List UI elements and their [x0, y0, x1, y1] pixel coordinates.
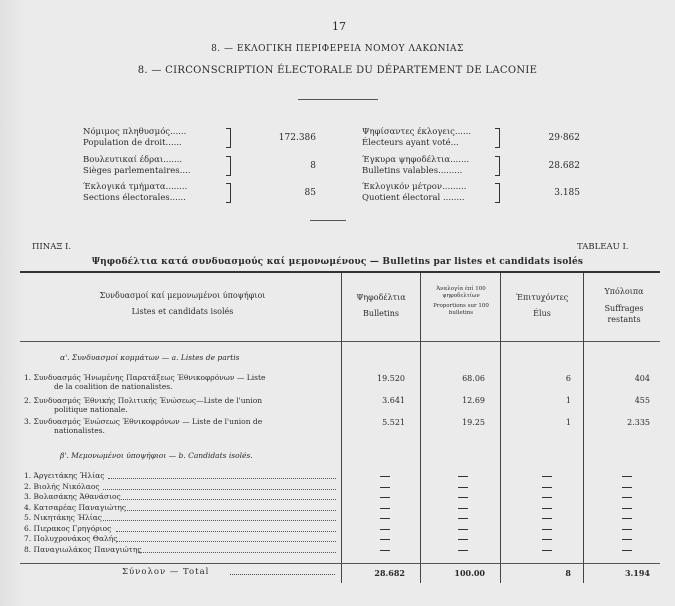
candidate-name: 4. Κατσαρέας Παναγιώτης — [24, 502, 127, 512]
cell-elus: 1 — [565, 396, 571, 405]
stat-value: 172.386 — [278, 133, 316, 143]
cell-pct: 19.25 — [462, 418, 485, 427]
candidate-row — [24, 545, 142, 554]
empty-cell-dash — [622, 497, 632, 498]
stat-label-french: Bulletins valables......... — [362, 166, 463, 176]
empty-cell-dash — [380, 476, 390, 477]
stat-sections — [83, 182, 187, 204]
column-divider — [420, 273, 421, 583]
candidate-name: 3. Βολασάκης Άθανάσιος — [24, 492, 121, 501]
column-divider — [583, 273, 584, 583]
stat-value: 28.682 — [548, 161, 580, 171]
brace — [495, 128, 500, 148]
leader-dots — [121, 499, 336, 500]
empty-cell-dash — [380, 529, 390, 530]
total-pct: 100.00 — [454, 568, 485, 578]
column-header-french: Proportions sur 100 bulletins — [433, 303, 489, 316]
leader-dots — [116, 531, 336, 532]
stat-label-greek: Νόμιμος πληθυσμός...... — [83, 127, 187, 137]
column-header-greek: Ψηφοδέλτια — [356, 293, 406, 302]
table-row — [24, 396, 262, 414]
candidate-name: 6. Πιερακος Γρηγόριος — [24, 523, 112, 533]
candidate-row — [24, 534, 117, 543]
stat-voters — [362, 127, 471, 149]
row-label-cont: de la coalition de nationalistes. — [54, 382, 173, 391]
total-rule — [20, 563, 660, 564]
stat-label-greek: Ψηφίσαντες έκλογεις...... — [362, 127, 472, 137]
page-edge-shadow — [0, 0, 25, 606]
cell-pct: 12.69 — [462, 396, 485, 405]
table-row — [24, 373, 265, 391]
empty-cell-dash — [542, 550, 552, 551]
candidate-name: 2. Βιολής Νικόλαος — [24, 481, 100, 491]
empty-cell-dash — [458, 539, 468, 540]
column-header-elus — [502, 292, 582, 319]
stat-label-french: Sièges parlementaires.... — [83, 166, 191, 176]
empty-cell-dash — [542, 518, 552, 519]
stat-label-greek: Έκλογικόν μέτρον......... — [362, 182, 467, 192]
row-label: 1. Συνδυασμός Ήνωμένης Παρατάξεως Έθνικοφρόνων — Liste — [24, 373, 266, 382]
heading-divider — [298, 99, 378, 100]
candidate-row — [24, 503, 126, 512]
empty-cell-dash — [542, 497, 552, 498]
column-header-french: Élus — [533, 309, 551, 318]
row-label: 2. Συνδυασμός Έθνικής Πολιτικής Ένώσεως—Liste de l'union — [24, 396, 263, 405]
leader-dots — [108, 478, 336, 479]
cell-restants: 455 — [634, 396, 650, 405]
column-divider — [500, 273, 501, 583]
empty-cell-dash — [380, 518, 390, 519]
section-a-title: α'. Συνδυασμοί κομμάτων — a. Listes de partis — [60, 353, 240, 362]
total-elus: 8 — [565, 568, 571, 578]
candidate-row — [24, 471, 104, 480]
table-top-rule — [20, 271, 660, 273]
leader-dots — [230, 574, 335, 575]
empty-cell-dash — [542, 508, 552, 509]
table-header-rule — [20, 341, 660, 342]
stat-value: 8 — [310, 161, 316, 171]
cell-elus: 1 — [565, 418, 571, 427]
candidate-row — [24, 513, 102, 522]
brace — [495, 156, 500, 176]
stat-quotient — [362, 182, 466, 204]
table-row — [24, 417, 262, 435]
stat-label-greek: Έγκυρα ψηφοδέλτια....... — [362, 155, 470, 165]
table-subtitle: Ψηφοδέλτια κατά συνδυασμούς καί μεμονωμένους — Bulletins par listes et candidats isolés — [91, 257, 584, 267]
empty-cell-dash — [542, 476, 552, 477]
empty-cell-dash — [542, 487, 552, 488]
cell-elus: 6 — [565, 374, 571, 383]
empty-cell-dash — [622, 476, 632, 477]
column-header-restants — [586, 286, 662, 325]
heading-greek: 8. — ΕΚΛΟΓΙΚΗ ΠΕΡΙΦΕΡΕΙΑ ΝΟΜΟΥ ΛΑΚΩΝΙΑΣ — [211, 44, 464, 54]
empty-cell-dash — [380, 550, 390, 551]
stat-valid-ballots — [362, 155, 469, 177]
empty-cell-dash — [380, 487, 390, 488]
empty-cell-dash — [458, 550, 468, 551]
stat-population — [83, 127, 186, 149]
empty-cell-dash — [622, 518, 632, 519]
cell-bulletins: 5.521 — [382, 418, 405, 427]
table-label-french: TABLEAU I. — [577, 242, 629, 252]
column-header-greek: Υπόλοιπα — [604, 287, 644, 296]
stats-divider — [310, 220, 346, 221]
stat-label-french: Quotient électoral ........ — [362, 193, 465, 203]
leader-dots — [116, 541, 336, 542]
row-label: 3. Συνδυασμός Ένώσεως Έθνικοφρόνων — Liste de l'union de — [24, 417, 263, 426]
leader-dots — [103, 520, 336, 521]
table-label-greek: ΠΙΝΑΞ Ι. — [32, 242, 72, 252]
total-label: Σύνολον — Total — [122, 567, 210, 577]
empty-cell-dash — [542, 539, 552, 540]
empty-cell-dash — [380, 497, 390, 498]
empty-cell-dash — [458, 518, 468, 519]
candidate-name: 8. Παναγιωλάκος Παναγιώτης — [24, 544, 142, 554]
column-header-bulletins — [343, 292, 419, 319]
candidate-row — [24, 482, 100, 491]
empty-cell-dash — [622, 539, 632, 540]
column-divider — [341, 273, 342, 583]
empty-cell-dash — [458, 508, 468, 509]
cell-restants: 404 — [634, 374, 650, 383]
stat-value: 29·862 — [548, 133, 580, 143]
leader-dots — [125, 510, 336, 511]
empty-cell-dash — [458, 476, 468, 477]
empty-cell-dash — [622, 508, 632, 509]
stat-label-french: Électeurs ayant voté... — [362, 138, 459, 148]
column-header-french: Suffrages restants — [604, 304, 644, 324]
leader-dots — [138, 552, 336, 553]
brace — [495, 183, 500, 203]
candidate-name: 5. Νικητάκης Ήλίας — [24, 513, 102, 522]
stat-label-french: Population de droit...... — [83, 138, 182, 148]
stat-label-french: Sections électorales...... — [83, 193, 186, 203]
column-header-french: Listes et candidats isolés — [131, 307, 234, 316]
page-number: 17 — [332, 20, 346, 33]
cell-pct: 68.06 — [462, 374, 485, 383]
column-header-lists — [30, 290, 335, 317]
brace — [226, 156, 231, 176]
empty-cell-dash — [622, 550, 632, 551]
row-label-cont: nationalistes. — [54, 426, 105, 435]
heading-french: 8. — CIRCONSCRIPTION ÉLECTORALE DU DÉPARTEMENT DE LACONIE — [137, 65, 538, 76]
stat-value: 85 — [304, 188, 316, 198]
candidate-row — [24, 492, 121, 501]
candidate-name: 1. Άργειτάκης Ήλίας — [24, 471, 105, 480]
section-b-title: β'. Μεμονωμένοι ύποψήφιοι — b. Candidats isolés. — [60, 451, 253, 460]
row-label-cont: politique nationale. — [54, 405, 128, 414]
empty-cell-dash — [458, 497, 468, 498]
cell-bulletins: 19.520 — [377, 374, 405, 383]
stat-value: 3.185 — [554, 188, 580, 198]
stat-label-greek: Έκλογικά τμήματα........ — [83, 182, 188, 192]
cell-bulletins: 3.641 — [382, 396, 405, 405]
column-header-greek: Έπιτυχόντες — [515, 293, 569, 302]
empty-cell-dash — [380, 508, 390, 509]
candidate-row — [24, 524, 111, 533]
stat-label-greek: Βουλευτικαί έδραι....... — [83, 155, 183, 165]
cell-restants: 2.335 — [627, 418, 650, 427]
empty-cell-dash — [458, 487, 468, 488]
total-bulletins: 28.682 — [374, 568, 405, 578]
total-restants: 3.194 — [624, 568, 650, 578]
column-header-greek: Συνδυασμοί καί μεμονωμένοι ύποψήφιοι — [99, 291, 266, 300]
column-header-french: Bulletins — [363, 309, 399, 318]
candidate-name: 7. Πολυχρονάκος Θαλής — [24, 534, 118, 543]
stat-seats — [83, 155, 190, 177]
empty-cell-dash — [542, 529, 552, 530]
brace — [226, 128, 231, 148]
column-header-proportions — [430, 286, 492, 317]
column-header-greek: Άναλογία έπί 100 ψηφοδελτίων — [436, 286, 486, 299]
brace — [226, 183, 231, 203]
empty-cell-dash — [622, 487, 632, 488]
empty-cell-dash — [380, 539, 390, 540]
empty-cell-dash — [622, 529, 632, 530]
empty-cell-dash — [458, 529, 468, 530]
leader-dots — [103, 489, 336, 490]
